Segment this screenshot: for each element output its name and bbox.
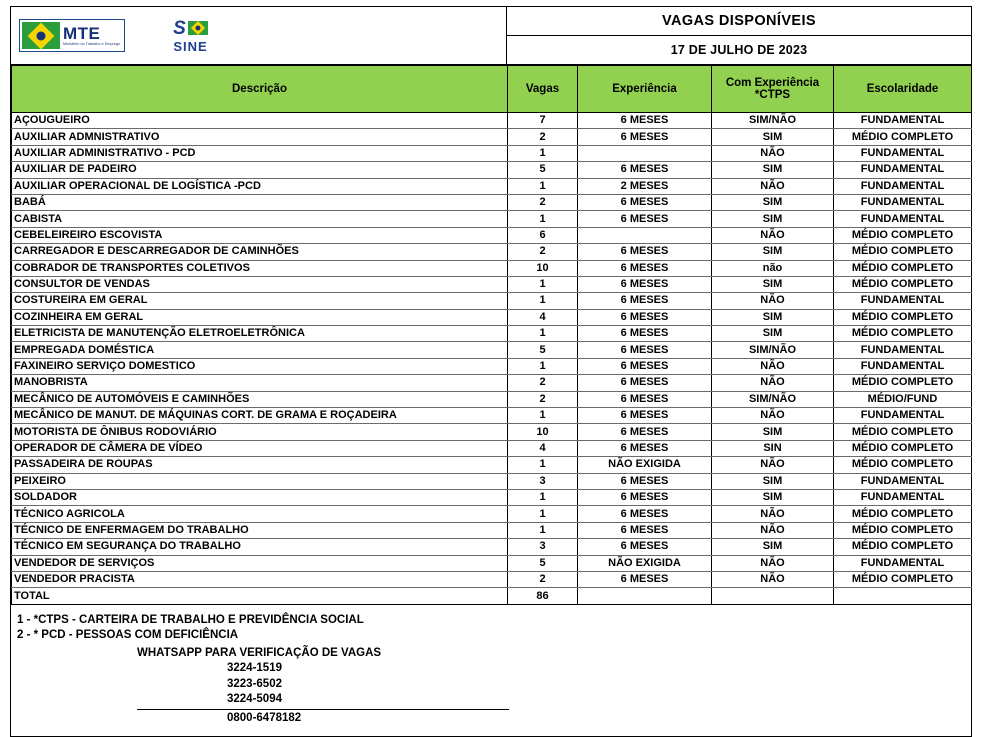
cell-descricao: AUXILIAR ADMINISTRATIVO - PCD [12,145,508,161]
cell-vagas: 1 [508,145,578,161]
table-row [12,489,972,505]
logos-cell [11,7,507,65]
cell-escolaridade: MÉDIO/FUND [834,391,972,407]
column-header-ctps-line1: Com Experiência [725,77,820,89]
cell-com-experiencia: SIN [712,440,834,456]
cell-com-experiencia: NÃO [712,457,834,473]
whatsapp-phone-1: 3224-1519 [227,662,282,675]
cell-vagas: 2 [508,244,578,260]
cell-descricao: AUXILIAR OPERACIONAL DE LOGÍSTICA -PCD [12,178,508,194]
cell-escolaridade: FUNDAMENTAL [834,113,972,129]
cell-escolaridade: FUNDAMENTAL [834,293,972,309]
cell-vagas: 3 [508,539,578,555]
cell-descricao: EMPREGADA DOMÉSTICA [12,342,508,358]
cell-experiencia: 6 MESES [578,358,712,374]
cell-vagas: 1 [508,276,578,292]
cell-experiencia: 6 MESES [578,440,712,456]
table-row [12,408,972,424]
cell-escolaridade: MÉDIO COMPLETO [834,375,972,391]
cell-escolaridade: MÉDIO COMPLETO [834,309,972,325]
cell-com-experiencia: NÃO [712,506,834,522]
cell-vagas: 1 [508,211,578,227]
cell-vagas: 5 [508,555,578,571]
bulletin-sheet [10,6,972,737]
cell-experiencia: 6 MESES [578,391,712,407]
cell-descricao: CARREGADOR E DESCARREGADOR DE CAMINHÕES [12,244,508,260]
cell-escolaridade: MÉDIO COMPLETO [834,539,972,555]
cell-descricao: PASSADEIRA DE ROUPAS [12,457,508,473]
cell-experiencia: 6 MESES [578,506,712,522]
cell-com-experiencia: SIM/NÃO [712,113,834,129]
table-row [12,424,972,440]
mte-logo-text [63,25,120,47]
cell-escolaridade: FUNDAMENTAL [834,489,972,505]
cell-vagas: 1 [508,522,578,538]
footnote-ctps: 1 - *CTPS - CARTEIRA DE TRABALHO E PREVIDÊNCIA SOCIAL [17,613,364,626]
title-cell [507,7,971,65]
cell-com-experiencia: NÃO [712,358,834,374]
vacancies-table [11,65,972,605]
column-header-com-experiencia-ctps [712,66,834,113]
cell-com-experiencia: NÃO [712,375,834,391]
cell-descricao: COZINHEIRA EM GERAL [12,309,508,325]
cell-descricao: AUXILIAR ADMNISTRATIVO [12,129,508,145]
cell-com-experiencia: SIM [712,129,834,145]
table-row [12,227,972,243]
cell-experiencia [578,227,712,243]
table-row [12,244,972,260]
sine-wordmark: SINE [173,38,208,54]
cell-escolaridade: MÉDIO COMPLETO [834,424,972,440]
cell-experiencia: 6 MESES [578,424,712,440]
cell-descricao: CABISTA [12,211,508,227]
cell-vagas: 1 [508,293,578,309]
table-row [12,113,972,129]
table-row [12,194,972,210]
cell-com-experiencia: SIM [712,473,834,489]
phone-divider [137,709,509,727]
cell-vagas: 2 [508,375,578,391]
cell-vagas: 1 [508,358,578,374]
cell-descricao: TOTAL [12,588,508,604]
cell-vagas: 5 [508,162,578,178]
cell-com-experiencia: SIM/NÃO [712,391,834,407]
cell-descricao: PEIXEIRO [12,473,508,489]
cell-experiencia: 6 MESES [578,113,712,129]
cell-escolaridade: MÉDIO COMPLETO [834,326,972,342]
cell-descricao: AÇOUGUEIRO [12,113,508,129]
cell-escolaridade: FUNDAMENTAL [834,473,972,489]
cell-experiencia: 6 MESES [578,194,712,210]
table-row [12,211,972,227]
sine-logo [173,19,208,53]
cell-escolaridade [834,588,972,604]
cell-com-experiencia: NÃO [712,408,834,424]
cell-experiencia: 6 MESES [578,276,712,292]
cell-experiencia: 6 MESES [578,326,712,342]
cell-escolaridade: FUNDAMENTAL [834,178,972,194]
cell-escolaridade: FUNDAMENTAL [834,555,972,571]
cell-experiencia [578,588,712,604]
cell-com-experiencia: SIM [712,489,834,505]
table-row [12,342,972,358]
table-row [12,473,972,489]
cell-vagas: 2 [508,129,578,145]
whatsapp-phone-toll-free: 0800-6478182 [227,711,302,724]
whatsapp-block [17,646,971,727]
cell-descricao: FAXINEIRO SERVIÇO DOMESTICO [12,358,508,374]
cell-com-experiencia: SIM/NÃO [712,342,834,358]
cell-com-experiencia: NÃO [712,145,834,161]
cell-descricao: OPERADOR DE CÂMERA DE VÍDEO [12,440,508,456]
table-row [12,506,972,522]
cell-com-experiencia: SIM [712,194,834,210]
cell-com-experiencia: SIM [712,162,834,178]
cell-com-experiencia: SIM [712,244,834,260]
cell-experiencia: 6 MESES [578,129,712,145]
cell-experiencia: 6 MESES [578,293,712,309]
cell-descricao: MANOBRISTA [12,375,508,391]
cell-experiencia: 6 MESES [578,211,712,227]
table-row [12,571,972,587]
cell-vagas: 3 [508,473,578,489]
cell-descricao: MOTORISTA DE ÔNIBUS RODOVIÁRIO [12,424,508,440]
cell-experiencia [578,145,712,161]
table-row [12,145,972,161]
table-row [12,391,972,407]
cell-com-experiencia: NÃO [712,571,834,587]
table-row [12,555,972,571]
bulletin-date: 17 DE JULHO DE 2023 [670,43,808,57]
cell-com-experiencia [712,588,834,604]
mte-subtitle: Ministério do Trabalho e Emprego [63,41,121,46]
table-row [12,162,972,178]
cell-vagas: 10 [508,424,578,440]
cell-experiencia: 6 MESES [578,571,712,587]
sine-letter: S [173,17,186,39]
cell-descricao: BABÁ [12,194,508,210]
cell-descricao: CONSULTOR DE VENDAS [12,276,508,292]
cell-descricao: TÉCNICO EM SEGURANÇA DO TRABALHO [12,539,508,555]
cell-vagas: 2 [508,194,578,210]
cell-experiencia: 6 MESES [578,539,712,555]
cell-descricao: VENDEDOR PRACISTA [12,571,508,587]
whatsapp-title: WHATSAPP PARA VERIFICAÇÃO DE VAGAS [137,646,382,659]
cell-vagas: 86 [508,588,578,604]
cell-descricao: AUXILIAR DE PADEIRO [12,162,508,178]
cell-experiencia: 2 MESES [578,178,712,194]
table-row [12,129,972,145]
cell-vagas: 10 [508,260,578,276]
cell-escolaridade: FUNDAMENTAL [834,358,972,374]
cell-vagas: 1 [508,506,578,522]
cell-com-experiencia: não [712,260,834,276]
cell-vagas: 4 [508,309,578,325]
cell-experiencia: 6 MESES [578,260,712,276]
cell-descricao: COBRADOR DE TRANSPORTES COLETIVOS [12,260,508,276]
cell-experiencia: 6 MESES [578,309,712,325]
whatsapp-phone-2: 3223-6502 [227,677,282,690]
mte-acronym: MTE [63,23,101,43]
table-header-row [12,66,972,113]
cell-experiencia: 6 MESES [578,473,712,489]
cell-experiencia: 6 MESES [578,162,712,178]
table-row [12,375,972,391]
cell-descricao: ELETRICISTA DE MANUTENÇÃO ELETROELETRÔNICA [12,326,508,342]
cell-vagas: 1 [508,408,578,424]
cell-escolaridade: MÉDIO COMPLETO [834,457,972,473]
whatsapp-phone-3: 3224-5094 [227,693,282,706]
cell-descricao: VENDEDOR DE SERVIÇOS [12,555,508,571]
cell-vagas: 1 [508,489,578,505]
cell-experiencia: 6 MESES [578,342,712,358]
table-row [12,539,972,555]
table-total-row [12,588,972,604]
table-row [12,358,972,374]
table-row [12,293,972,309]
cell-escolaridade: MÉDIO COMPLETO [834,227,972,243]
cell-vagas: 2 [508,571,578,587]
cell-escolaridade: FUNDAMENTAL [834,194,972,210]
cell-vagas: 6 [508,227,578,243]
page-title: VAGAS DISPONÍVEIS [507,7,971,36]
footnote-pcd: 2 - * PCD - PESSOAS COM DEFICIÊNCIA [17,629,239,642]
cell-escolaridade: FUNDAMENTAL [834,162,972,178]
cell-escolaridade: FUNDAMENTAL [834,342,972,358]
cell-vagas: 7 [508,113,578,129]
brazil-flag-icon [22,22,60,49]
cell-com-experiencia: SIM [712,309,834,325]
cell-experiencia: 6 MESES [578,375,712,391]
table-row [12,276,972,292]
cell-escolaridade: MÉDIO COMPLETO [834,129,972,145]
cell-experiencia: 6 MESES [578,244,712,260]
table-row [12,326,972,342]
cell-vagas: 1 [508,178,578,194]
cell-escolaridade: MÉDIO COMPLETO [834,522,972,538]
bulletin-header [11,7,971,65]
cell-com-experiencia: SIM [712,326,834,342]
cell-experiencia: 6 MESES [578,489,712,505]
cell-descricao: MECÂNICO DE AUTOMÓVEIS E CAMINHÕES [12,391,508,407]
table-row [12,260,972,276]
column-header-vagas: Vagas [508,66,578,113]
table-row [12,522,972,538]
cell-vagas: 5 [508,342,578,358]
table-body [12,113,972,605]
cell-escolaridade: MÉDIO COMPLETO [834,276,972,292]
cell-descricao: MECÂNICO DE MANUT. DE MÁQUINAS CORT. DE GRAMA E ROÇADEIRA [12,408,508,424]
cell-escolaridade: FUNDAMENTAL [834,211,972,227]
sine-mark [173,19,208,38]
cell-com-experiencia: SIM [712,276,834,292]
cell-descricao: TÉCNICO AGRICOLA [12,506,508,522]
cell-descricao: TÉCNICO DE ENFERMAGEM DO TRABALHO [12,522,508,538]
cell-escolaridade: FUNDAMENTAL [834,408,972,424]
cell-escolaridade: MÉDIO COMPLETO [834,244,972,260]
table-row [12,440,972,456]
cell-escolaridade: FUNDAMENTAL [834,145,972,161]
mte-logo [19,19,125,52]
cell-com-experiencia: NÃO [712,555,834,571]
table-row [12,309,972,325]
cell-vagas: 1 [508,457,578,473]
cell-descricao: SOLDADOR [12,489,508,505]
cell-experiencia: 6 MESES [578,408,712,424]
cell-escolaridade: MÉDIO COMPLETO [834,440,972,456]
footnotes [11,605,971,737]
cell-experiencia: 6 MESES [578,522,712,538]
cell-escolaridade: MÉDIO COMPLETO [834,260,972,276]
column-header-escolaridade: Escolaridade [834,66,972,113]
cell-descricao: COSTUREIRA EM GERAL [12,293,508,309]
cell-com-experiencia: NÃO [712,227,834,243]
cell-com-experiencia: NÃO [712,293,834,309]
cell-com-experiencia: SIM [712,424,834,440]
cell-vagas: 4 [508,440,578,456]
table-row [12,457,972,473]
cell-com-experiencia: NÃO [712,178,834,194]
cell-experiencia: NÃO EXIGIDA [578,457,712,473]
cell-com-experiencia: NÃO [712,522,834,538]
column-header-descricao: Descrição [12,66,508,113]
cell-vagas: 1 [508,326,578,342]
cell-com-experiencia: SIM [712,539,834,555]
column-header-experiencia: Experiência [578,66,712,113]
sine-flag-icon [188,21,208,35]
cell-com-experiencia: SIM [712,211,834,227]
cell-escolaridade: MÉDIO COMPLETO [834,506,972,522]
table-row [12,178,972,194]
cell-experiencia: NÃO EXIGIDA [578,555,712,571]
cell-escolaridade: MÉDIO COMPLETO [834,571,972,587]
cell-descricao: CEBELEIREIRO ESCOVISTA [12,227,508,243]
cell-vagas: 2 [508,391,578,407]
column-header-ctps-line2: *CTPS [754,89,791,101]
